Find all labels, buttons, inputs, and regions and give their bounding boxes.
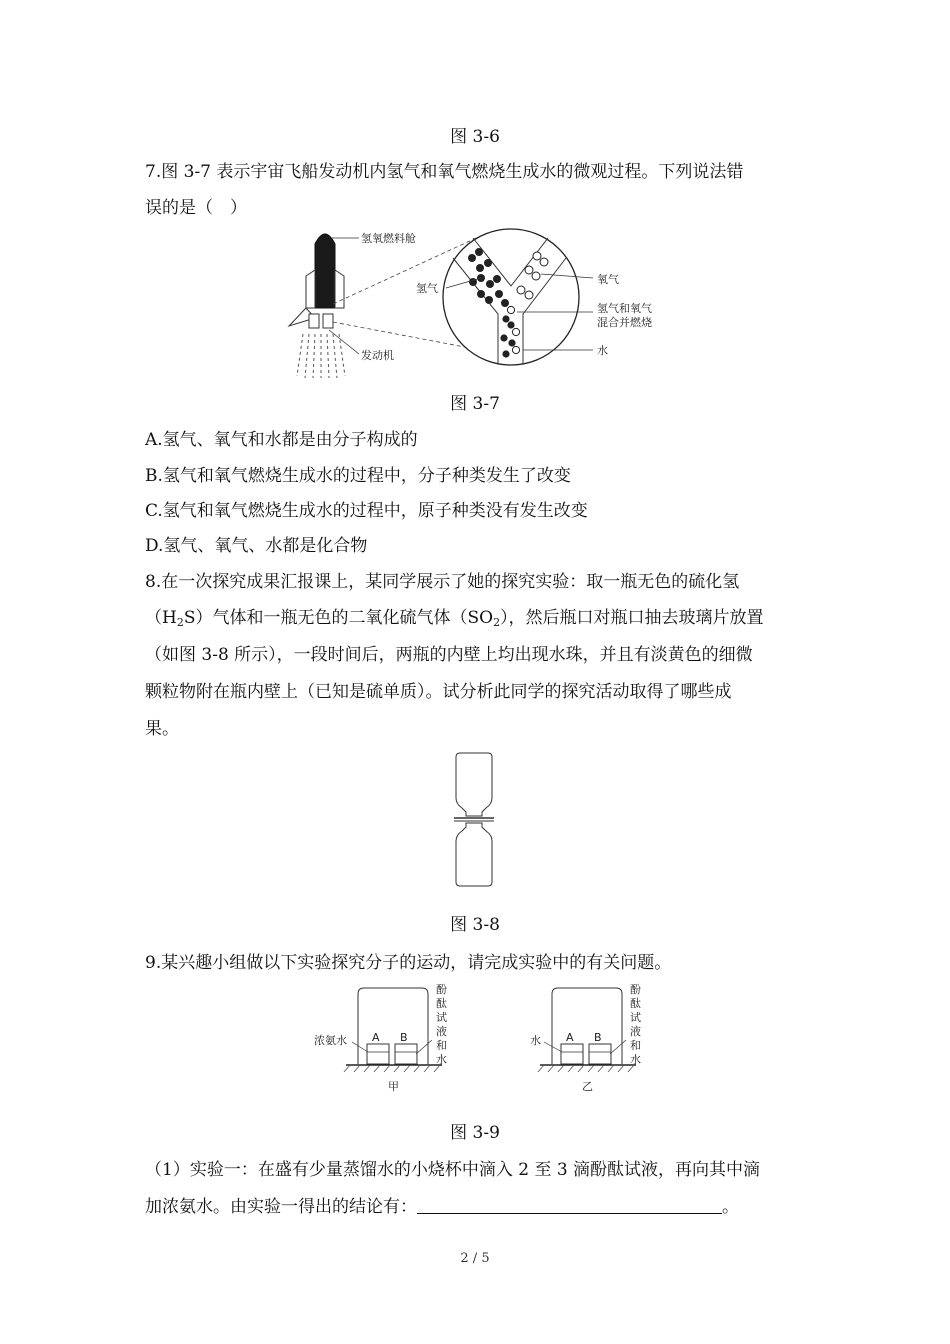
reagent-char-left-6: 水: [436, 1053, 447, 1066]
page-number: 2 / 5: [460, 1251, 490, 1266]
option-d: D.氢气、氧气、水都是化合物: [145, 536, 368, 556]
engine-label: 发动机: [361, 349, 394, 362]
reagent-char-right-2: 酞: [630, 997, 641, 1010]
concentrated-ammonia-label: 浓氨水: [314, 1034, 347, 1047]
question-8-line-5: 果。: [145, 719, 179, 739]
option-b: B.氢气和氧气燃烧生成水的过程中，分子种类发生了改变: [145, 466, 571, 486]
hydrogen-label: 氢气: [416, 282, 438, 295]
reagent-char-left-2: 酞: [436, 997, 447, 1010]
question-8-line-1: 8.在一次探究成果汇报课上，某同学展示了她的探究实验：取一瓶无色的硫化氢: [145, 572, 740, 592]
magnified-view-circle: [443, 229, 579, 365]
rocket-drawing: [289, 234, 345, 378]
reagent-char-left-3: 试: [436, 1011, 447, 1024]
figure-caption-3-9: 图 3-9: [450, 1123, 500, 1143]
reagent-char-right-4: 液: [630, 1025, 641, 1038]
reagent-char-right-5: 和: [630, 1039, 641, 1052]
question-7-line-1: 7.图 3-7 表示宇宙飞船发动机内氢气和氧气燃烧生成水的微观过程。下列说法错: [145, 162, 744, 182]
question-9-sub-1-line-1: （1）实验一：在盛有少量蒸馏水的小烧杯中滴入 2 至 3 滴酚酞试液，再向其中滴: [145, 1160, 761, 1180]
reagent-char-right-6: 水: [630, 1053, 641, 1066]
question-9-sub-1-line-2: 加浓氨水。由实验一得出的结论有： 。: [145, 1197, 739, 1217]
setup-jia: [344, 988, 442, 1072]
reagent-char-right-3: 试: [630, 1011, 641, 1024]
figure-3-8-bottles: [450, 750, 500, 890]
option-c: C.氢气和氧气燃烧生成水的过程中，原子种类没有发生改变: [145, 501, 588, 521]
setup-yi: [538, 988, 636, 1072]
water-label: 水: [597, 344, 608, 357]
water-label-right: 水: [530, 1034, 541, 1047]
question-9-line-1: 9.某兴趣小组做以下实验探究分子的运动，请完成实验中的有关问题。: [145, 953, 672, 973]
reagent-char-right-1: 酚: [630, 983, 641, 996]
oxygen-label: 氧气: [597, 273, 619, 286]
figure-caption-3-7: 图 3-7: [450, 394, 500, 414]
fuel-tank-label: 氢氧燃料舱: [361, 232, 416, 245]
mix-label-line-2: 混合并燃烧: [597, 316, 652, 329]
reagent-char-left-5: 和: [436, 1039, 447, 1052]
figure-caption-3-8: 图 3-8: [450, 915, 500, 935]
option-a: A.氢气、氧气和水都是由分子构成的: [145, 430, 418, 450]
question-8-line-4: 颗粒物附在瓶内壁上（已知是硫单质）。试分析此同学的探究活动取得了哪些成: [145, 682, 732, 702]
reagent-char-left-4: 液: [436, 1025, 447, 1038]
setup-jia-label: 甲: [388, 1080, 399, 1093]
figure-3-9-experiment: [308, 982, 648, 1097]
answer-blank[interactable]: [417, 1197, 722, 1214]
figure-3-7-spacecraft-diagram: [285, 226, 685, 386]
beaker-a-label-left: A: [372, 1031, 380, 1044]
beaker-a-label-right: A: [566, 1031, 574, 1044]
question-8-line-3: （如图 3-8 所示），一段时间后，两瓶的内壁上均出现水珠，并且有淡黄色的细微: [145, 645, 753, 665]
question-7-line-2: 误的是（ ）: [145, 198, 247, 218]
figure-caption-3-6: 图 3-6: [450, 127, 500, 147]
beaker-b-label-right: B: [594, 1031, 602, 1044]
setup-yi-label: 乙: [582, 1080, 593, 1093]
question-8-line-2: $(H_2S)$气体和一瓶无色的二氧化硫气体$(SO_2)$，然后瓶口对瓶口抽去玻璃片放置: [145, 608, 764, 629]
reagent-char-left-1: 酚: [436, 983, 447, 996]
beaker-b-label-left: B: [400, 1031, 408, 1044]
mix-label-line-1: 氢气和氧气: [597, 302, 652, 315]
